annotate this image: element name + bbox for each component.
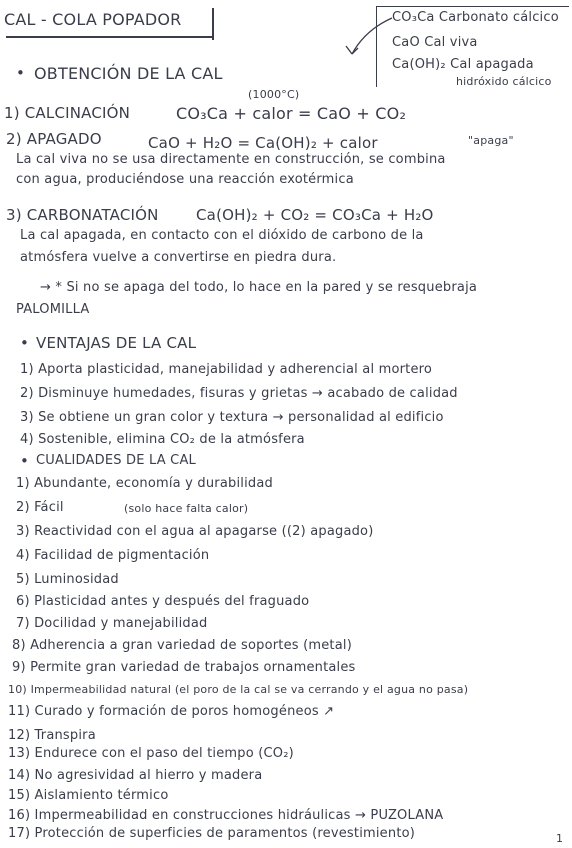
cualidad-item-8: 8) Adherencia a gran variedad de soportes (metal) xyxy=(12,638,352,653)
section2-bullet: • xyxy=(20,334,30,352)
cualidad-item-12: 12) Transpira xyxy=(8,728,96,743)
cualidad-item-3: 3) Reactividad con el agua al apagarse ((2) apagado) xyxy=(16,524,374,539)
cualidad-item-1: 1) Abundante, economía y durabilidad xyxy=(16,476,273,491)
section1-bullet: • xyxy=(16,64,26,82)
cualidad-item-14: 14) No agresividad al hierro y madera xyxy=(8,768,263,783)
step3-equation: Ca(OH)₂ + CO₂ = CO₃Ca + H₂O xyxy=(196,206,434,224)
step2-label: 2) APAGADO xyxy=(6,130,102,148)
step3-text-line2: atmósfera vuelve a convertirse en piedra dura. xyxy=(20,250,337,265)
cualidad-item-7: 7) Docilidad y manejabilidad xyxy=(16,616,208,631)
step3-text-line1: La cal apagada, en contacto con el dióxido de carbono de la xyxy=(20,228,424,243)
calcination-temperature: (1000°C) xyxy=(248,88,300,101)
ventaja-item-2: 2) Disminuye humedades, fisuras y grietas → acabado de calidad xyxy=(20,386,458,401)
step1-equation: CO₃Ca + calor = CaO + CO₂ xyxy=(176,104,407,123)
cualidad-item-2: 2) Fácil xyxy=(16,500,64,515)
cualidad-item-5: 5) Luminosidad xyxy=(16,572,119,587)
resquebraja-note: → * Si no se apaga del todo, lo hace en la pared y se resquebraja xyxy=(40,280,478,295)
formula-hidroxido: hidróxido cálcico xyxy=(456,75,552,88)
cualidad-item-15: 15) Aislamiento térmico xyxy=(8,788,169,803)
section3-bullet: • xyxy=(20,452,30,470)
palomilla-label: PALOMILLA xyxy=(16,302,90,317)
cualidad-item-4: 4) Facilidad de pigmentación xyxy=(16,548,210,563)
cualidad-item-2-note: (solo hace falta calor) xyxy=(124,502,249,515)
cualidad-item-13: 13) Endurece con el paso del tiempo (CO₂) xyxy=(8,746,294,761)
page-title: CAL - COLA POPADOR xyxy=(4,10,182,29)
section1-title: OBTENCIÓN DE LA CAL xyxy=(34,64,223,83)
cualidad-item-11: 11) Curado y formación de poros homogéneos ↗ xyxy=(8,704,335,719)
page-number: 1 xyxy=(556,832,564,845)
cualidad-item-16: 16) Impermeabilidad en construcciones hidráulicas → PUZOLANA xyxy=(8,808,444,823)
section3-title: CUALIDADES DE LA CAL xyxy=(36,453,196,468)
step2-text-line1: La cal viva no se usa directamente en construcción, se combina xyxy=(16,152,446,167)
cualidad-item-9: 9) Permite gran variedad de trabajos ornamentales xyxy=(12,660,356,675)
formula-carbonato: CO₃Ca Carbonato cálcico xyxy=(392,10,559,25)
step2-note: "apaga" xyxy=(468,134,514,147)
step3-label: 3) CARBONATACIÓN xyxy=(6,206,159,224)
ventaja-item-1: 1) Aporta plasticidad, manejabilidad y adherencial al mortero xyxy=(20,362,433,377)
ventaja-item-4: 4) Sostenible, elimina CO₂ de la atmósfera xyxy=(20,432,305,447)
ventaja-item-3: 3) Se obtiene un gran color y textura → personalidad al edificio xyxy=(20,410,444,425)
cualidad-item-10: 10) Impermeabilidad natural (el poro de la cal se va cerrando y el agua no pasa) xyxy=(8,683,469,696)
formula-cal-apagada: Ca(OH)₂ Cal apagada xyxy=(392,57,534,72)
step2-text-line2: con agua, produciéndose una reacción exotérmica xyxy=(16,172,354,187)
cualidad-item-6: 6) Plasticidad antes y después del fraguado xyxy=(16,594,310,609)
step1-label: 1) CALCINACIÓN xyxy=(4,104,131,122)
step2-equation: CaO + H₂O = Ca(OH)₂ + calor xyxy=(148,134,378,152)
cualidad-item-17: 17) Protección de superficies de paramentos (revestimiento) xyxy=(8,826,416,841)
formula-cal-viva: CaO Cal viva xyxy=(392,35,478,50)
section2-title: VENTAJAS DE LA CAL xyxy=(36,334,197,352)
